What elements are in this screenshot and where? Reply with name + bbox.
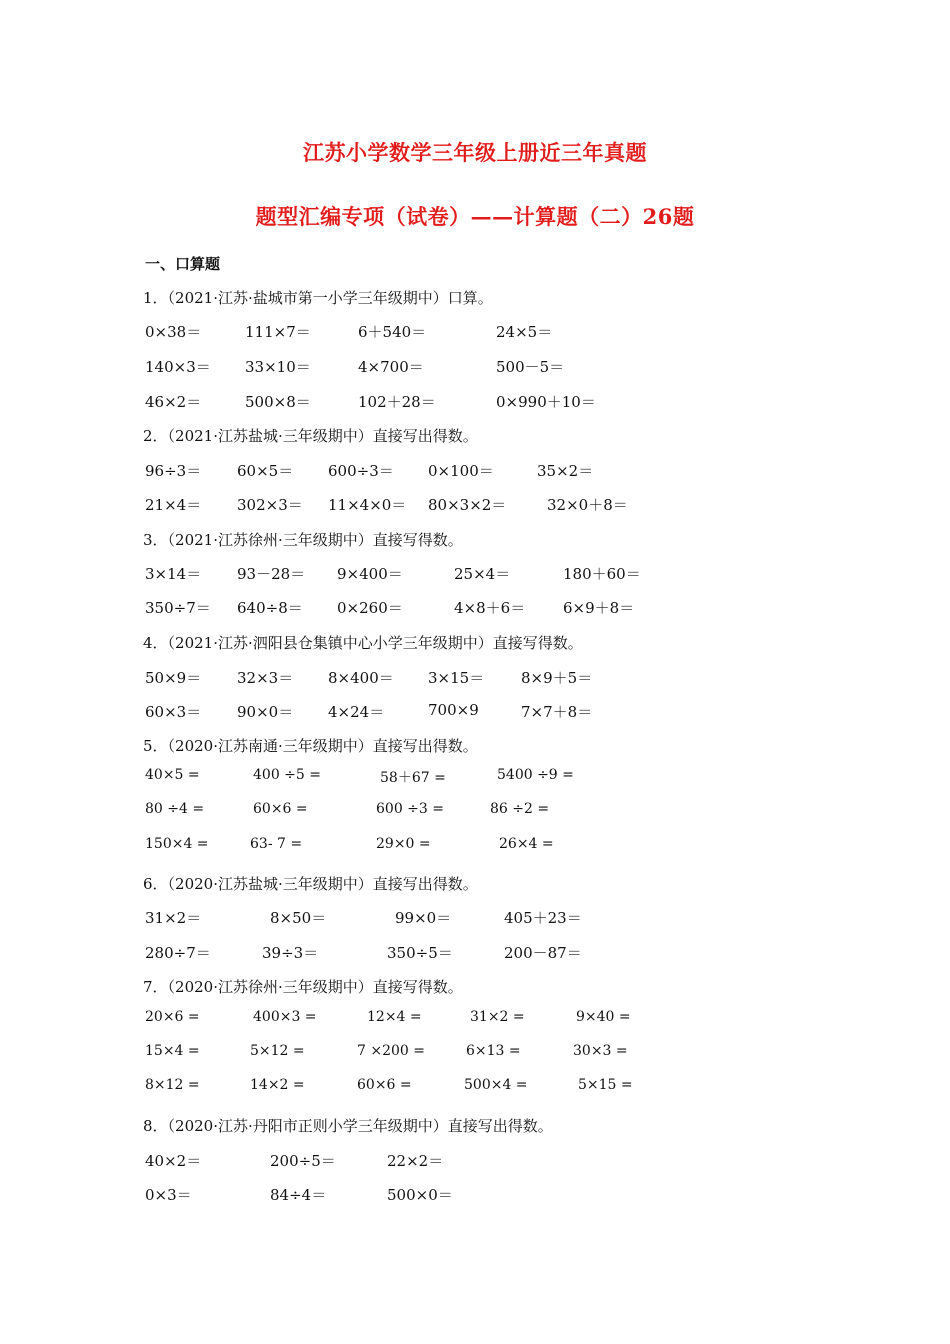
equation: 9×400＝ — [337, 565, 403, 583]
equation: 26×4 = — [499, 836, 554, 852]
question-heading: 3．（2021·江苏徐州·三年级期中）直接写得数。 — [143, 531, 463, 549]
equation: 4×700＝ — [358, 358, 424, 376]
equation: 22×2＝ — [387, 1152, 444, 1170]
equation: 12×4 = — [367, 1009, 422, 1025]
question-heading: 6．（2020·江苏盐城·三年级期中）直接写出得数。 — [143, 875, 478, 893]
equation: 6＋540＝ — [358, 323, 427, 341]
equation-row — [0, 1077, 950, 1099]
equation-row — [0, 1043, 950, 1065]
equation: 6×13 = — [466, 1043, 521, 1059]
equation: 0×38＝ — [145, 323, 202, 341]
equation: 200÷5＝ — [270, 1152, 336, 1170]
equation: 96÷3＝ — [145, 462, 202, 480]
equation: 30×3 = — [573, 1043, 628, 1059]
equation-row — [0, 1150, 950, 1172]
equation: 350÷5＝ — [387, 944, 453, 962]
section-heading: 一、口算题 — [145, 255, 221, 273]
equation: 60×6 = — [357, 1077, 412, 1093]
equation-row — [0, 494, 950, 516]
equation: 500×4 = — [464, 1077, 528, 1093]
equation: 280÷7＝ — [145, 944, 211, 962]
equation: 29×0 = — [376, 836, 431, 852]
equation: 0×3＝ — [145, 1186, 192, 1204]
equation: 35×2＝ — [537, 462, 594, 480]
equation-row — [0, 767, 950, 789]
equation: 500×8＝ — [245, 393, 311, 411]
equation: 0×100＝ — [428, 462, 494, 480]
equation-row — [0, 701, 950, 723]
equation: 7 ×200 = — [357, 1043, 425, 1059]
equation: 102＋28＝ — [358, 393, 436, 411]
equation: 0×990＋10＝ — [496, 393, 596, 411]
equation: 31×2＝ — [145, 909, 202, 927]
equation: 5×12 = — [250, 1043, 305, 1059]
equation: 5400 ÷9 = — [497, 767, 574, 783]
equation: 20×6 = — [145, 1009, 200, 1025]
title-line-1: 江苏小学数学三年级上册近三年真题 — [303, 140, 647, 165]
equation: 8×12 = — [145, 1077, 200, 1093]
equation: 84÷4＝ — [270, 1186, 327, 1204]
equation: 40×5 = — [145, 767, 200, 783]
equation: 600÷3＝ — [328, 462, 394, 480]
equation: 14×2 = — [250, 1077, 305, 1093]
equation: 9×40 = — [576, 1009, 631, 1025]
equation-row — [0, 907, 950, 929]
equation-row — [0, 356, 950, 378]
equation-row — [0, 1184, 950, 1206]
equation: 3×15＝ — [428, 669, 485, 687]
equation-row — [0, 1009, 950, 1031]
equation: 50×9＝ — [145, 669, 202, 687]
equation: 32×0＋8＝ — [547, 496, 628, 514]
equation: 140×3＝ — [145, 358, 211, 376]
equation: 200－87＝ — [504, 944, 582, 962]
equation-row — [0, 460, 950, 482]
equation: 33×10＝ — [245, 358, 311, 376]
equation: 40×2＝ — [145, 1152, 202, 1170]
equation-row — [0, 667, 950, 689]
equation: 80×3×2＝ — [428, 496, 507, 514]
equation: 302×3＝ — [237, 496, 303, 514]
question-heading: 5．（2020·江苏南通·三年级期中）直接写出得数。 — [143, 737, 478, 755]
equation-row — [0, 391, 950, 413]
equation: 39÷3＝ — [262, 944, 319, 962]
equation: 0×260＝ — [337, 599, 403, 617]
equation: 46×2＝ — [145, 393, 202, 411]
equation-row — [0, 942, 950, 964]
equation: 400 ÷5 = — [253, 767, 321, 783]
equation: 500×0＝ — [387, 1186, 453, 1204]
equation: 500－5＝ — [496, 358, 565, 376]
equation: 4×8＋6＝ — [454, 599, 526, 617]
equation: 60×3＝ — [145, 703, 202, 721]
equation: 21×4＝ — [145, 496, 202, 514]
equation: 111×7＝ — [245, 323, 311, 341]
equation: 80 ÷4 = — [145, 801, 205, 817]
equation: 600 ÷3 = — [376, 801, 444, 817]
equation: 700×9 — [428, 701, 479, 719]
equation: 405＋23＝ — [504, 909, 582, 927]
equation: 63- 7 = — [250, 836, 303, 852]
equation: 180＋60＝ — [563, 565, 641, 583]
equation: 3×14＝ — [145, 565, 202, 583]
equation: 8×400＝ — [328, 669, 394, 687]
equation: 5×15 = — [578, 1077, 633, 1093]
equation-row — [0, 321, 950, 343]
equation: 400×3 = — [253, 1009, 317, 1025]
equation-row — [0, 836, 950, 858]
equation: 60×6 = — [253, 801, 308, 817]
question-heading: 1．（2021·江苏·盐城市第一小学三年级期中）口算。 — [143, 289, 493, 307]
equation: 640÷8＝ — [237, 599, 303, 617]
equation-row — [0, 563, 950, 585]
equation: 58＋67 = — [380, 770, 446, 786]
equation: 6×9＋8＝ — [563, 599, 635, 617]
equation: 8×50＝ — [270, 909, 327, 927]
question-heading: 4．（2021·江苏·泗阳县仓集镇中心小学三年级期中）直接写得数。 — [143, 634, 583, 652]
equation: 25×4＝ — [454, 565, 511, 583]
equation: 90×0＝ — [237, 703, 294, 721]
equation: 4×24＝ — [328, 703, 385, 721]
equation: 31×2 = — [470, 1009, 525, 1025]
equation: 15×4 = — [145, 1043, 200, 1059]
equation: 350÷7＝ — [145, 599, 211, 617]
equation: 24×5＝ — [496, 323, 553, 341]
equation: 93－28＝ — [237, 565, 306, 583]
equation-row — [0, 801, 950, 823]
equation: 86 ÷2 = — [490, 801, 550, 817]
equation: 11×4×0＝ — [328, 496, 407, 514]
equation: 60×5＝ — [237, 462, 294, 480]
equation: 99×0＝ — [395, 909, 452, 927]
equation-row — [0, 597, 950, 619]
equation: 7×7＋8＝ — [521, 703, 593, 721]
equation: 8×9＋5＝ — [521, 669, 593, 687]
title-line-2: 题型汇编专项（试卷）——计算题（二）26题 — [255, 204, 695, 229]
question-heading: 8．（2020·江苏·丹阳市正则小学三年级期中）直接写出得数。 — [143, 1117, 553, 1135]
equation: 150×4 = — [145, 836, 209, 852]
question-heading: 2．（2021·江苏盐城·三年级期中）直接写出得数。 — [143, 427, 478, 445]
question-heading: 7．（2020·江苏徐州·三年级期中）直接写得数。 — [143, 978, 463, 996]
equation: 32×3＝ — [237, 669, 294, 687]
